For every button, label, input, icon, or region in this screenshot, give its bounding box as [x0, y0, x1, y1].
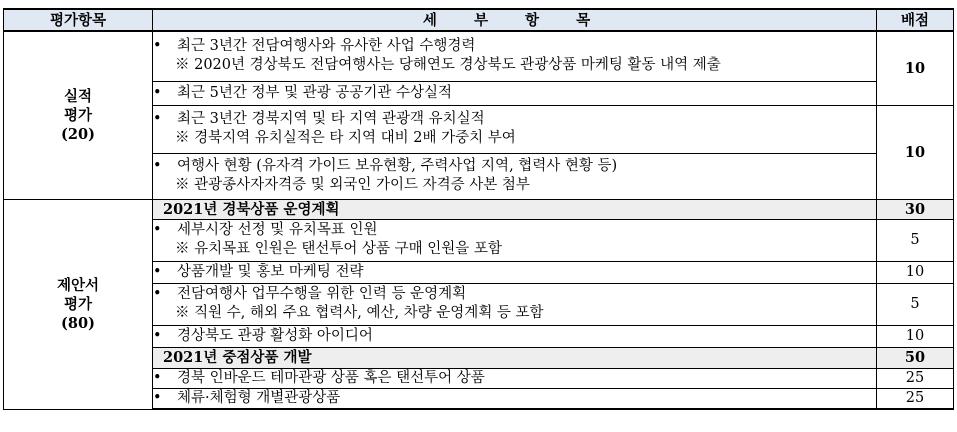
- list-item: • 상품개발 및 홍보 마케팅 전략: [153, 261, 877, 283]
- bullet-icon: •: [153, 111, 162, 127]
- list-item: • 체류·체험형 개별관광상품: [153, 388, 877, 409]
- category-proposal: 제안서 평가 (80): [4, 199, 153, 409]
- section-score: 30: [877, 199, 954, 219]
- list-item: • 경북 인바운드 테마관광 상품 혹은 탠선투어 상품: [153, 368, 877, 388]
- section-title: 2021년 경북상품 운영계획: [153, 199, 877, 219]
- bullet-icon: •: [153, 369, 162, 386]
- section-row: [4, 199, 954, 219]
- bullet-icon: •: [153, 222, 162, 238]
- bullet-icon: •: [153, 263, 162, 280]
- bullet-icon: •: [153, 389, 162, 406]
- header-score: 배점: [877, 9, 954, 31]
- score-cell: 10: [877, 105, 954, 199]
- score-cell: 5: [877, 283, 954, 325]
- section-score: 50: [877, 347, 954, 368]
- bullet-icon: •: [153, 158, 162, 174]
- list-item: • 경상북도 관광 활성화 아이디어: [153, 325, 877, 347]
- bullet-icon: •: [153, 84, 162, 101]
- bullet-icon: •: [153, 38, 162, 55]
- bullet-icon: •: [153, 327, 162, 344]
- header-item: 세 부 항 목: [153, 9, 877, 31]
- category-performance: 실적 평가 (20): [4, 31, 153, 199]
- list-item: • 전담여행사 업무수행을 위한 인력 등 운영계획 ※ 직원 수, 해외 주요 협력사, 예산, 차량 운영계획 등 포함: [153, 283, 877, 325]
- score-cell: 10: [877, 325, 954, 347]
- score-cell: 5: [877, 219, 954, 261]
- section-title: 2021년 중점상품 개발: [153, 347, 877, 368]
- list-item: • 최근 3년간 전담여행사와 유사한 사업 수행경력 ※ 2020년 경상북도 전담여행사는 당해연도 경상북도 관광상품 마케팅 활동 내역 제출: [153, 31, 877, 81]
- evaluation-table: [3, 8, 954, 410]
- score-cell: 10: [877, 31, 954, 105]
- list-item: • 세부시장 선정 및 유치목표 인원 ※ 유치목표 인원은 탠선투어 상품 구매 인원을 포함: [153, 219, 877, 261]
- bullet-icon: •: [153, 286, 162, 302]
- list-item: • 최근 5년간 정부 및 관광 공공기관 수상실적: [153, 81, 877, 105]
- list-item: • 여행사 현황 (유자격 가이드 보유현황, 주력사업 지역, 협력사 현황 등) ※ 관광종사자자격증 및 외국인 가이드 자격증 사본 첨부: [153, 153, 877, 199]
- header-row: [4, 9, 954, 31]
- score-cell: 25: [877, 388, 954, 409]
- list-item: • 최근 3년간 경북지역 및 타 지역 관광객 유치실적 ※ 경북지역 유치실적은 타 지역 대비 2배 가중치 부여: [153, 105, 877, 153]
- score-cell: 10: [877, 261, 954, 283]
- score-cell: 25: [877, 368, 954, 388]
- header-category: 평가항목: [4, 9, 153, 31]
- table-row: [4, 31, 954, 81]
